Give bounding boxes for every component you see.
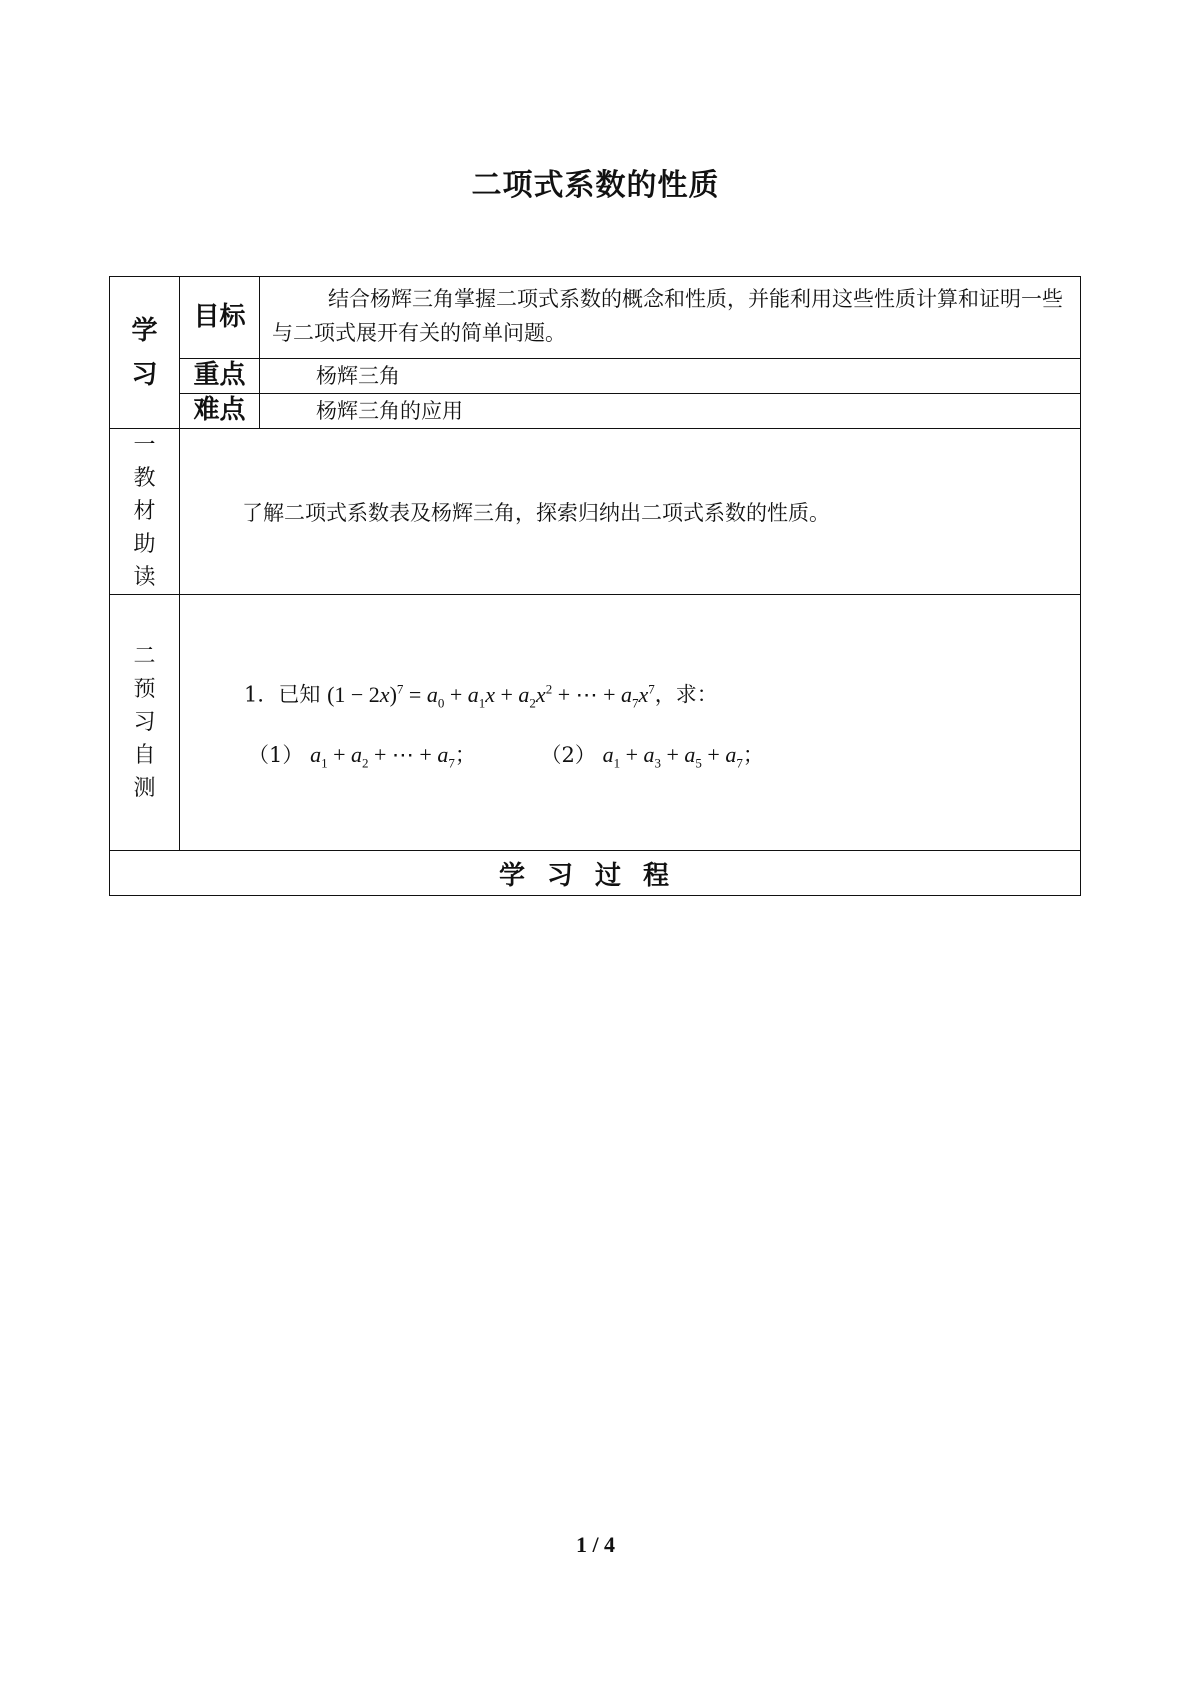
learning-process-row [110, 851, 1081, 896]
side-char: 助 [133, 532, 156, 557]
side-char: 教 [133, 466, 156, 491]
part-1-expression: $a_1 + a_2$ + ⋯ + $a_7$ [310, 742, 455, 771]
side-char: 习 [133, 710, 156, 735]
part-2-expression: $a_1 + a_3 + a_5 + a_7$ [602, 742, 743, 771]
problem-1-parts [248, 735, 1080, 783]
self-test-content [180, 595, 1081, 851]
key-point-row [110, 359, 1081, 394]
study-plan-table [109, 276, 1081, 896]
side-char: 二 [133, 644, 156, 669]
problem-equation: $(1 - 2x)^7 = a_0 + a_1x + a_2x^2$ + ⋯ + $a_7x^7$ [327, 681, 655, 711]
problem-1 [244, 669, 1080, 723]
part-2-label: （2） [540, 743, 596, 768]
goal-text: 结合杨辉三角掌握二项式系数的概念和性质，并能利用这些性质计算和证明一些与二项式展开有关的简单问题。 [260, 277, 1081, 359]
side-char: 一 [133, 433, 156, 458]
part-1-end: ； [454, 743, 476, 768]
problem-suffix: ，求： [654, 682, 718, 707]
side-char: 读 [133, 565, 156, 590]
key-point-text: 杨辉三角 [260, 359, 1081, 394]
document-title: 二项式系数的性质 [471, 168, 720, 203]
study-side-label [110, 277, 180, 429]
goal-label: 目标 [180, 277, 260, 359]
difficulty-text: 杨辉三角的应用 [260, 394, 1081, 429]
side-char: 测 [133, 776, 156, 801]
textbook-reading-side-label [110, 429, 180, 595]
study-side-char: 习 [131, 359, 158, 390]
side-char: 材 [133, 499, 156, 524]
difficulty-row [110, 394, 1081, 429]
study-side-char: 学 [131, 315, 158, 346]
self-test-side-label [110, 595, 180, 851]
part-1-label: （1） [248, 743, 304, 768]
part-2-end: ； [742, 743, 764, 768]
key-point-label: 重点 [180, 359, 260, 394]
side-char: 预 [133, 677, 156, 702]
textbook-reading-text: 了解二项式系数表及杨辉三角，探索归纳出二项式系数的性质。 [180, 429, 1081, 595]
problem-prefix: 1．已知 [244, 682, 321, 707]
difficulty-label: 难点 [180, 394, 260, 429]
side-char: 自 [133, 743, 156, 768]
textbook-reading-row [110, 429, 1081, 595]
page-number: 1 / 4 [575, 1532, 616, 1557]
self-test-row [110, 595, 1081, 851]
goal-row [110, 277, 1081, 359]
learning-process-heading: 学习过程 [110, 851, 1081, 896]
